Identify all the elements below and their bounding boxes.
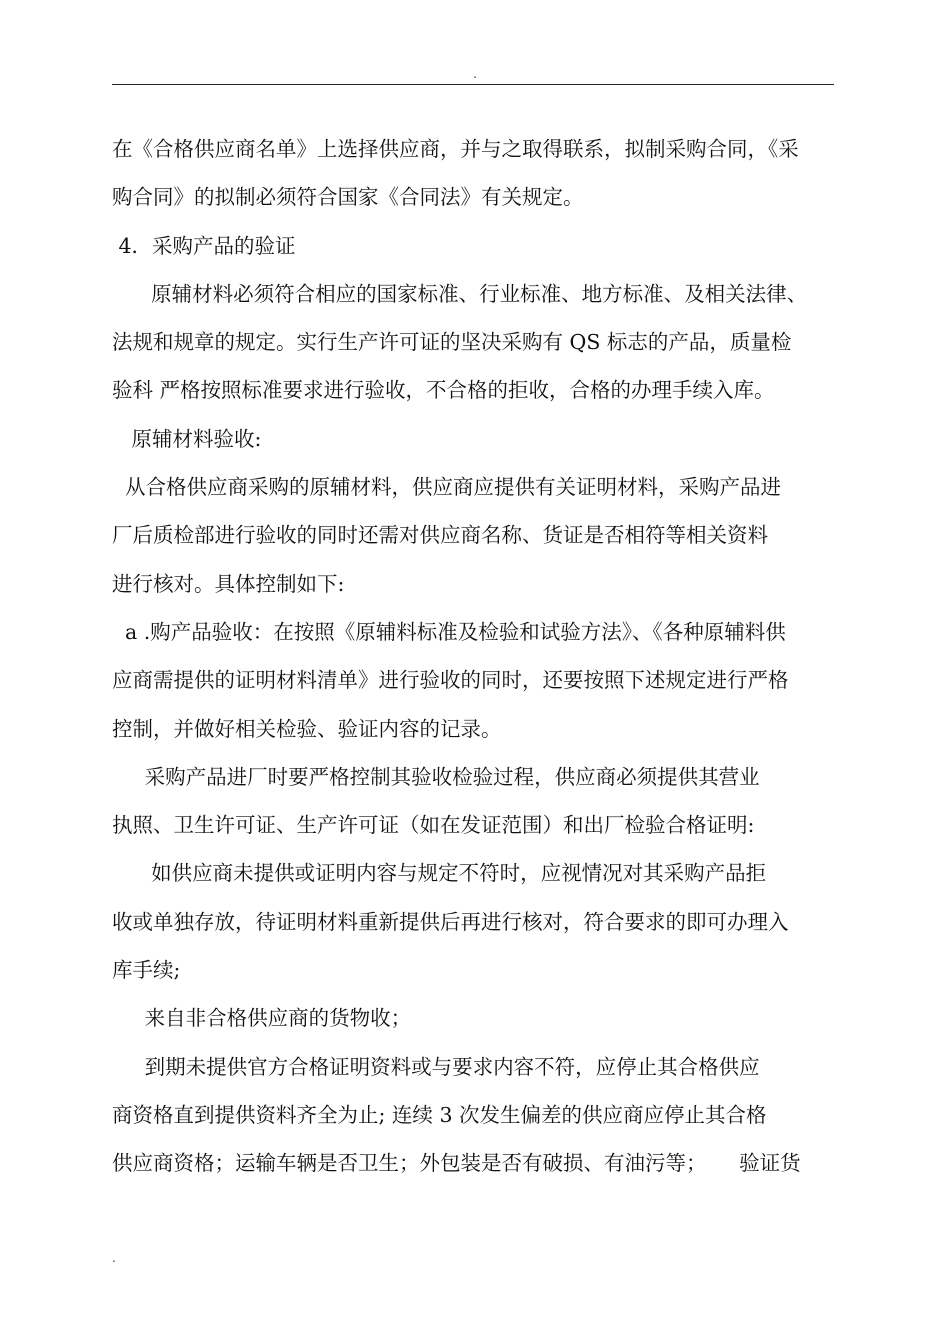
text-line: 库手续; — [112, 958, 181, 983]
text-line: 供应商资格；运输车辆是否卫生；外包装是否有破损、有油污等； 验证货 — [112, 1151, 801, 1176]
text-line: 在《合格供应商名单》上选择供应商，并与之取得联系，拟制采购合同，《采 — [112, 137, 799, 161]
text-line: 购合同》的拟制必须符合国家《合同法》有关规定。 — [112, 185, 584, 210]
header-mark: . — [473, 67, 477, 81]
text-line: 收或单独存放，待证明材料重新提供后再进行核对，符合要求的即可办理入 — [112, 909, 789, 934]
text-line: 控制，并做好相关检验、验证内容的记录。 — [112, 716, 502, 741]
text-line: 厂后质检部进行验收的同时还需对供应商名称、货证是否相符等相关资料 — [112, 523, 768, 548]
text-line: 商资格直到提供资料齐全为止; 连续 3 次发生偏差的供应商应停止其合格 — [112, 1102, 767, 1127]
text-line: 从合格供应商采购的原辅材料，供应商应提供有关证明材料，采购产品进 — [112, 475, 782, 500]
body-text — [112, 125, 834, 1188]
text-line: 执照、卫生许可证、生产许可证（如在发证范围）和出厂检验合格证明: — [112, 813, 755, 838]
text-line: 进行核对。具体控制如下: — [112, 571, 345, 596]
text-line: a .购产品验收：在按照《原辅料标准及检验和试验方法》、《各种原辅料供 — [112, 619, 786, 644]
text-line: 如供应商未提供或证明内容与规定不符时，应视情况对其采购产品拒 — [112, 861, 767, 886]
text-line: 验科 严格按照标准要求进行验收，不合格的拒收，合格的办理手续入库。 — [112, 378, 775, 403]
section-heading: 4．采购产品的验证 — [112, 233, 296, 258]
text-line: 法规和规章的规定。实行生产许可证的坚决采购有 QS 标志的产品，质量检 — [112, 330, 792, 355]
header-rule — [112, 84, 834, 85]
text-line: 应商需提供的证明材料清单》进行验收的同时，还要按照下述规定进行严格 — [112, 668, 789, 693]
text-line: 来自非合格供应商的货物收； — [112, 1006, 412, 1031]
text-line: 到期未提供官方合格证明资料或与要求内容不符，应停止其合格供应 — [112, 1054, 760, 1079]
subheading: 原辅材料验收: — [112, 426, 262, 451]
text-line: 原辅材料必须符合相应的国家标准、行业标准、地方标准、及相关法律、 — [112, 281, 808, 306]
text-line: 采购产品进厂时要严格控制其验收检验过程，供应商必须提供其营业 — [112, 764, 760, 789]
footer-mark: . — [112, 1251, 116, 1265]
